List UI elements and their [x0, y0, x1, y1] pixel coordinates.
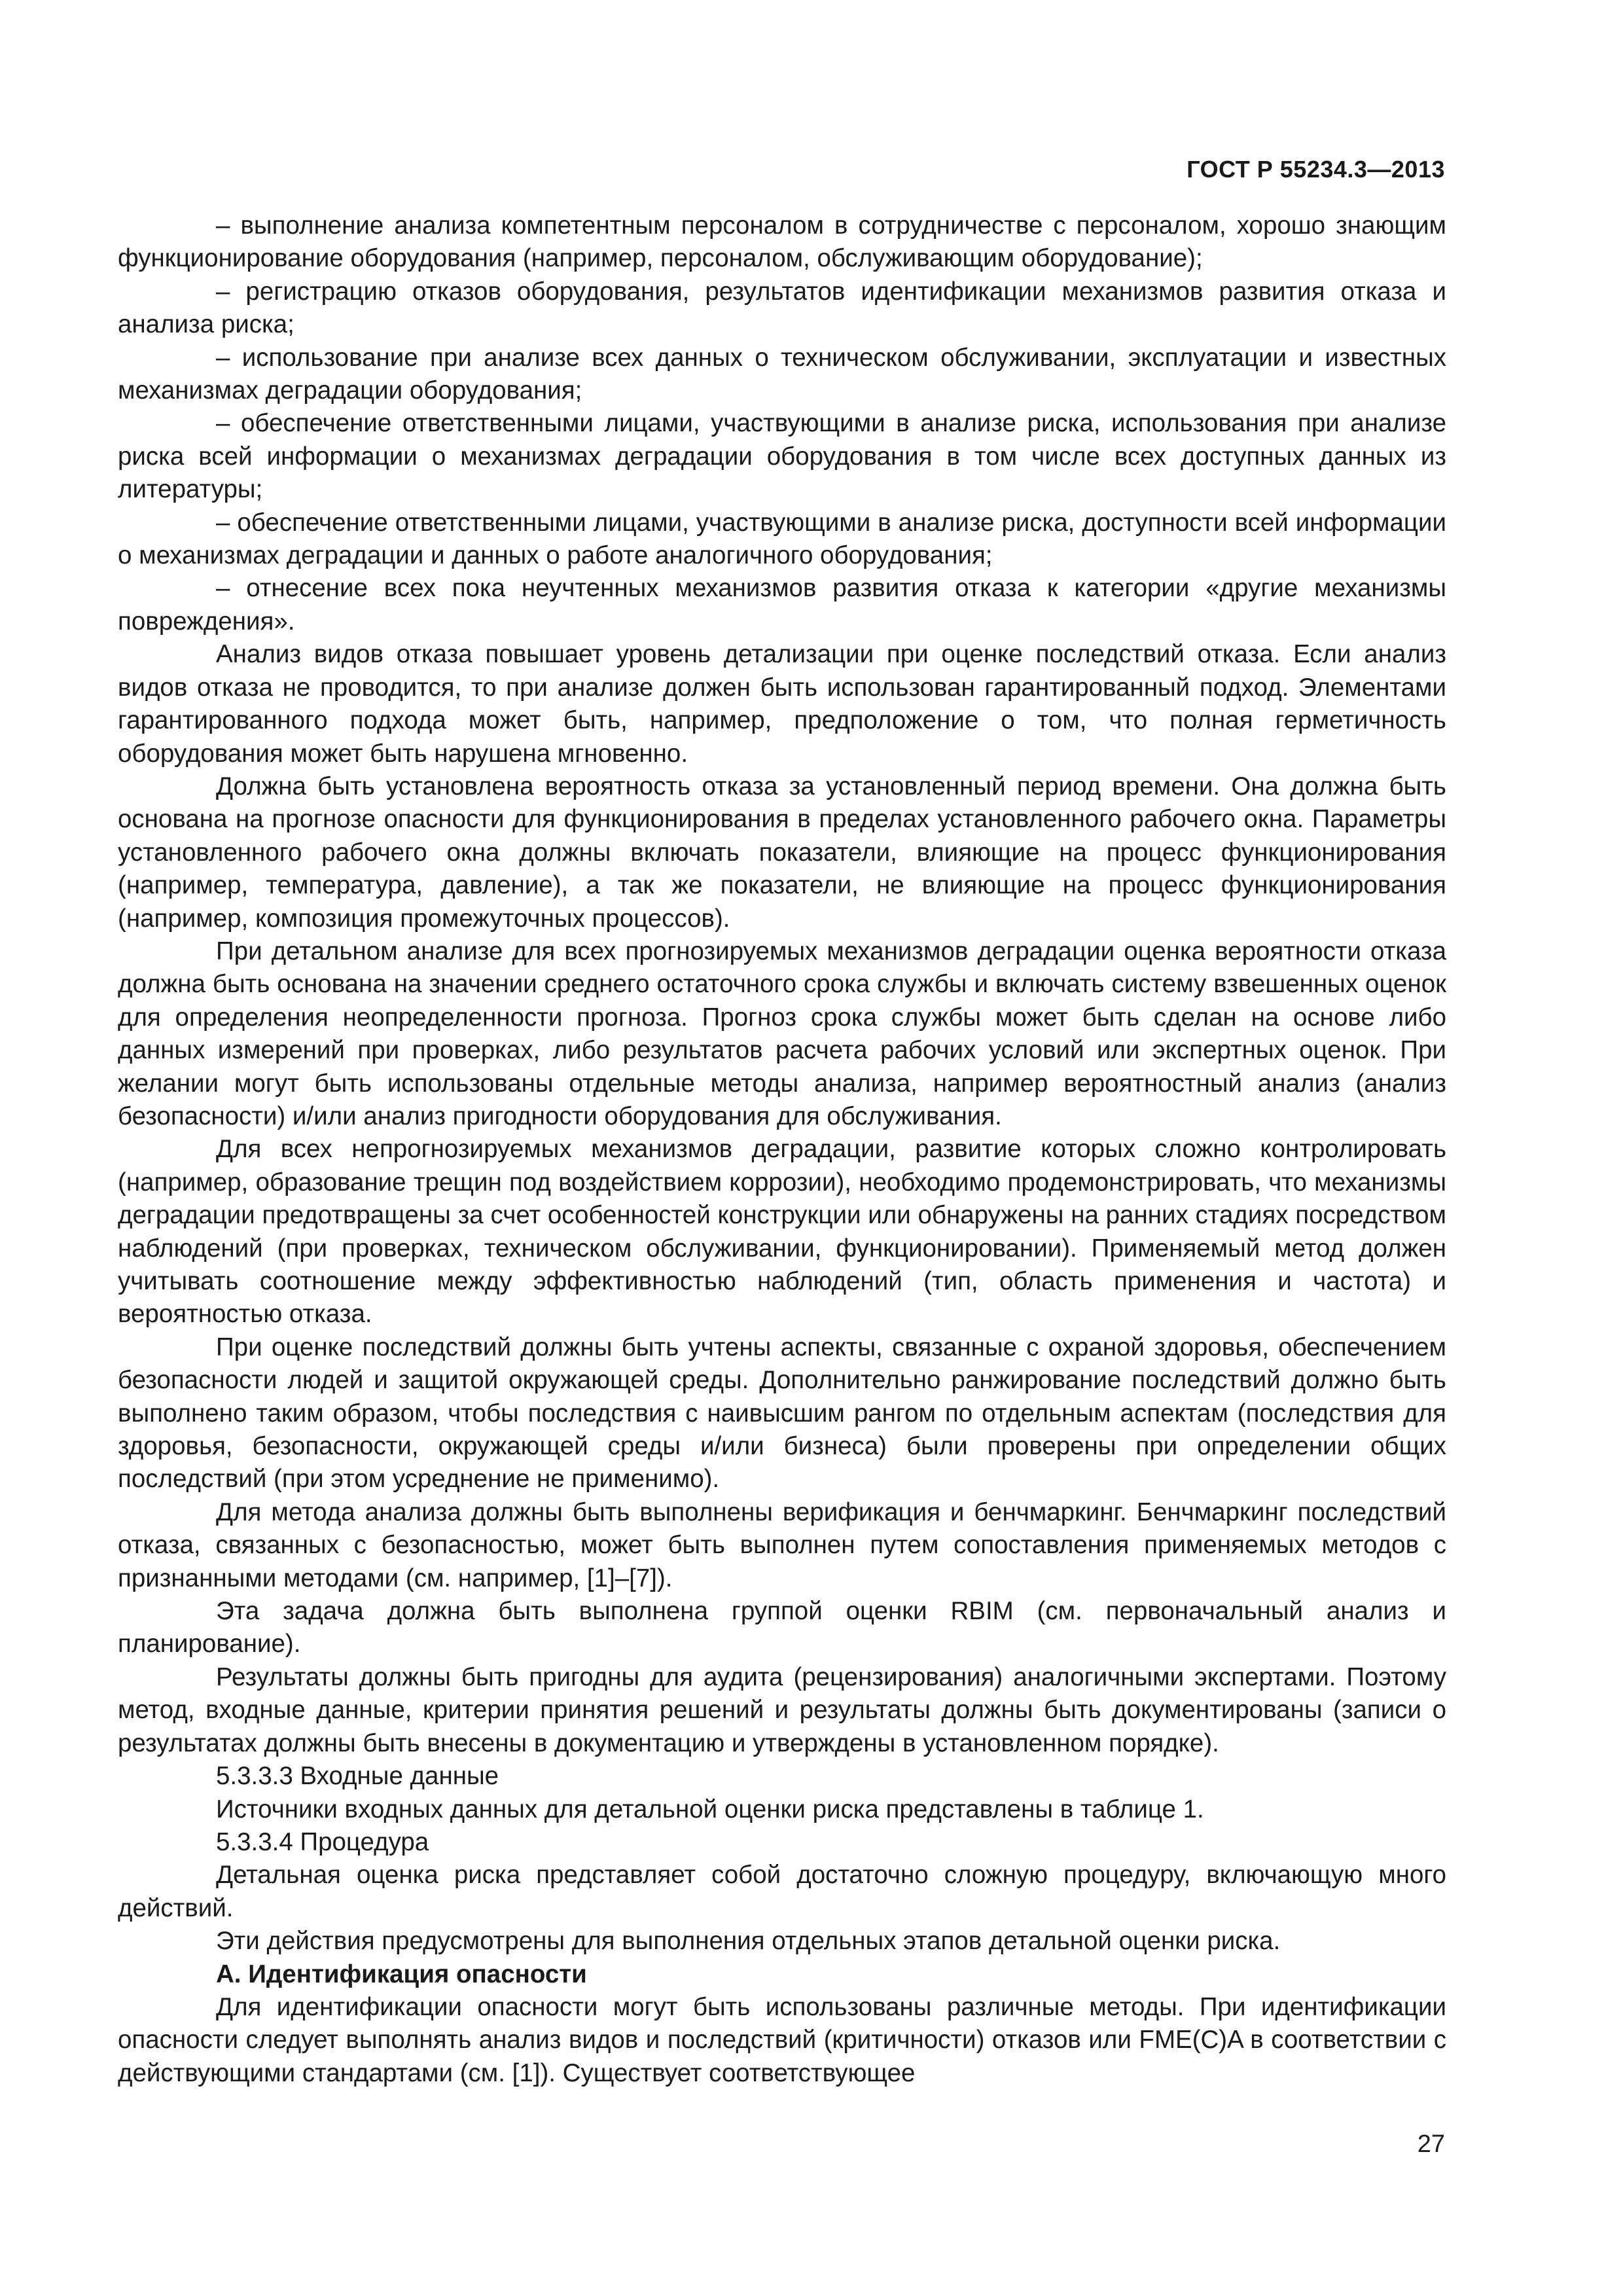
paragraph-failure-probability: Должна быть установлена вероятность отказа за установленный период времени. Она должна быть основана на прогнозе опасности для функционирования в пределах установленного рабочего окна. Параметры установленного рабочего окна должны включать показатели, влияющие на процесс функционирования (например, температура, давление), а так же показатели, не влияющие на процесс функционирования (например, композиция промежуточных процессов).: [118, 772, 1446, 933]
paragraph-verification-benchmarking: Для метода анализа должны быть выполнены верификация и бенчмаркинг. Бенчмаркинг последствий отказа, связанных с безопасностью, может быть выполнен путем сопоставления применяемых методов с признанными методами (см. например, [1]–[7]).: [118, 1498, 1446, 1592]
document-header-code: ГОСТ Р 55234.3—2013: [1186, 156, 1445, 183]
paragraph-hazard-identification-methods: Для идентификации опасности могут быть использованы различные методы. При идентификации опасности следует выполнять анализ видов и последствий (критичности) отказов или FME(C)A в соответствии с действующими стандартами (см. [1]). Существует соответствующее: [118, 1992, 1446, 2087]
paragraph-failure-modes-analysis: Анализ видов отказа повышает уровень детализации при оценке последствий отказа. Если анализ видов отказа не проводится, то при анализе должен быть использован гарантированный подход. Элементами гарантированного подхода может быть, например, предположение о том, что полная герметичность оборудования может быть нарушена мгновенно.: [118, 640, 1446, 768]
paragraph-input-sources: Источники входных данных для детальной оценки риска представлены в таблице 1.: [216, 1795, 1204, 1823]
paragraph-list-item-5: – обеспечение ответственными лицами, участвующими в анализе риска, доступности всей информации о механизмах деградации и данных о работе аналогичного оборудования;: [118, 508, 1446, 570]
subheading-hazard-identification: А. Идентификация опасности: [216, 1960, 587, 1988]
section-heading-5-3-3-4: 5.3.3.4 Процедура: [216, 1827, 429, 1856]
section-heading-5-3-3-3: 5.3.3.3 Входные данные: [216, 1762, 499, 1791]
paragraph-procedure-steps: Эти действия предусмотрены для выполнения отдельных этапов детальной оценки риска.: [216, 1927, 1281, 1956]
paragraph-list-item-6: – отнесение всех пока неучтенных механизмов развития отказа к категории «другие механизмы повреждения».: [118, 574, 1446, 636]
paragraph-list-item-4: – обеспечение ответственными лицами, участвующими в анализе риска, использования при анализе риска всей информации о механизмах деградации оборудования в том числе всех доступных данных из литературы;: [118, 409, 1446, 504]
paragraph-audit-results: Результаты должны быть пригодны для аудита (рецензирования) аналогичными экспертами. Поэтому метод, входные данные, критерии принятия решений и результаты должны быть документированы (записи о результатах должны быть внесены в документацию и утверждены в установленном порядке).: [118, 1662, 1446, 1757]
paragraph-consequences-assessment: При оценке последствий должны быть учтены аспекты, связанные с охраной здоровья, обеспечением безопасности людей и защитой окружающей среды. Дополнительно ранжирование последствий должно быть выполнено таким образом, чтобы последствия с наивысшим рангом по отдельным аспектам (последствия для здоровья, безопасности, окружающей среды и/или бизнеса) были проверены при определении общих последствий (при этом усреднение не применимо).: [118, 1333, 1446, 1494]
page-number: 27: [1417, 2130, 1445, 2158]
paragraph-unpredictable-mechanisms: Для всех непрогнозируемых механизмов деградации, развитие которых сложно контролировать (например, образование трещин под воздействием коррозии), необходимо продемонстрировать, что механизмы деградации предотвращены за счет особенностей конструкции или обнаружены на ранних стадиях посредством наблюдений (при проверках, техническом обслуживании, функционировании). Применяемый метод должен учитывать соотношение между эффективностью наблюдений (тип, область применения и частота) и вероятностью отказа.: [118, 1135, 1446, 1329]
paragraph-list-item-2: – регистрацию отказов оборудования, результатов идентификации механизмов развития отказа и анализа риска;: [118, 277, 1446, 339]
paragraph-list-item-1: – выполнение анализа компетентным персоналом в сотрудничестве с персоналом, хорошо знающим функционирование оборудования (например, персоналом, обслуживающим оборудование);: [118, 211, 1446, 273]
paragraph-procedure-description: Детальная оценка риска представляет собой достаточно сложную процедуру, включающую много действий.: [118, 1861, 1446, 1922]
paragraph-list-item-3: – использование при анализе всех данных о техническом обслуживании, эксплуатации и известных механизмах деградации оборудования;: [118, 343, 1446, 405]
document-body: [118, 209, 1446, 2090]
paragraph-rbim-group: Эта задача должна быть выполнена группой оценки RBIM (см. первоначальный анализ и планирование).: [118, 1597, 1446, 1659]
paragraph-detailed-analysis: При детальном анализе для всех прогнозируемых механизмов деградации оценка вероятности отказа должна быть основана на значении среднего остаточного срока службы и включать систему взвешенных оценок для определения неопределенности прогноза. Прогноз срока службы может быть сделан на основе либо данных измерений при проверках, либо результатов расчета рабочих условий или экспертных оценок. При желании могут быть использованы отдельные методы анализа, например вероятностный анализ (анализ безопасности) и/или анализ пригодности оборудования для обслуживания.: [118, 937, 1446, 1130]
